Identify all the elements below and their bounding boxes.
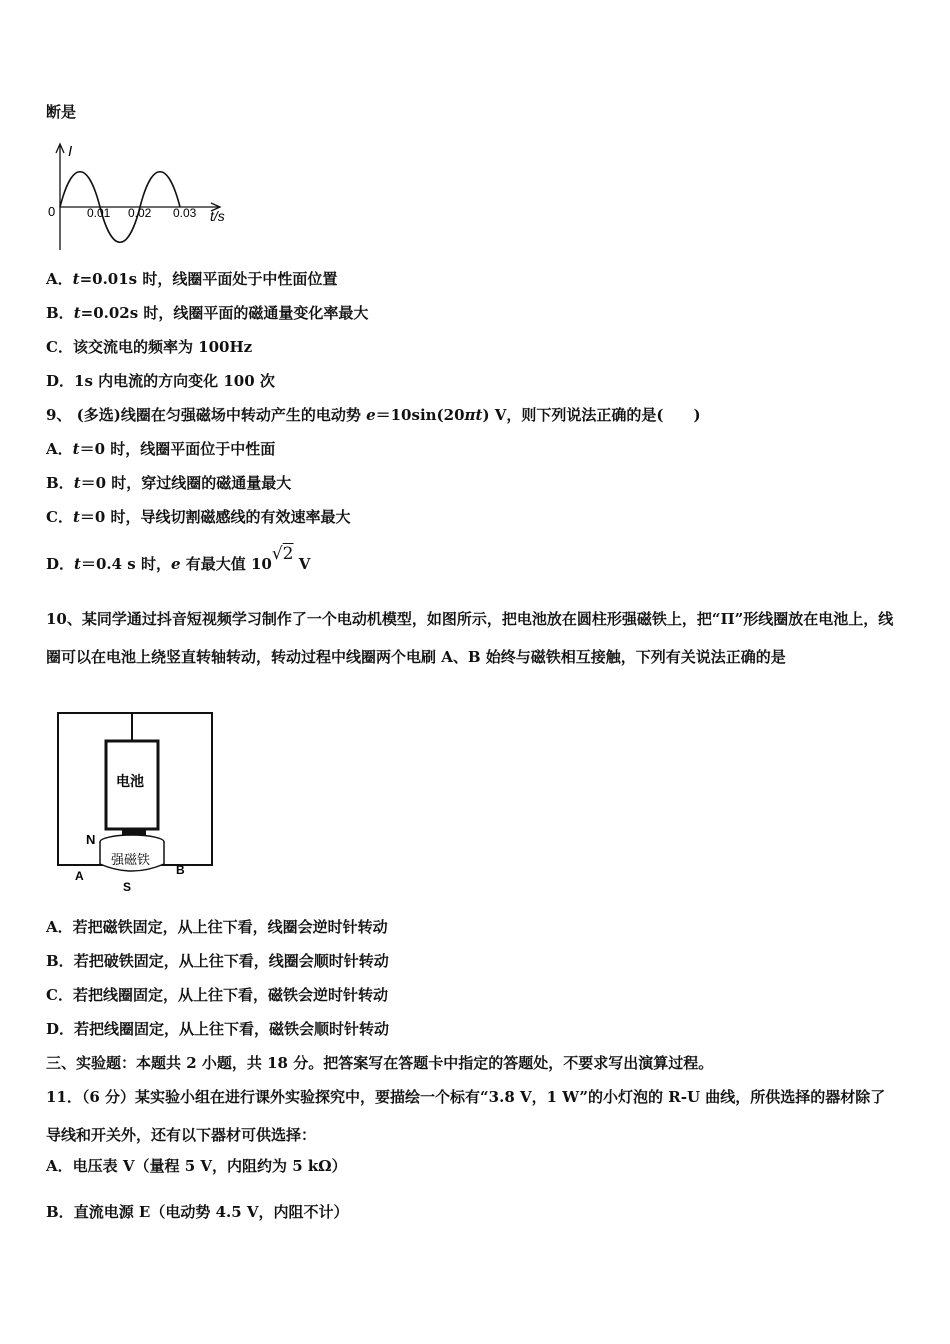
magnet-label: 强磁铁 bbox=[111, 852, 151, 867]
q10-option-b: B．若把破铁固定，从上往下看，线圈会顺时针转动 bbox=[46, 952, 389, 970]
x-tick-3: 0.03 bbox=[173, 206, 197, 220]
origin-label: 0 bbox=[48, 204, 56, 219]
q8-option-c: C．该交流电的频率为 100Hz bbox=[46, 338, 253, 356]
current-time-graph bbox=[40, 140, 240, 255]
brush-a: A bbox=[75, 869, 84, 883]
q9-option-c: C．t＝0 时，导线切割磁感线的有效速率最大 bbox=[46, 508, 351, 526]
pole-n: N bbox=[86, 832, 96, 847]
q10-stem: 10、某同学通过抖音短视频学习制作了一个电动机模型，如图所示，把电池放在圆柱形强磁铁上，把“Π”形线圈放在电池上，线圈可以在电池上绕竖直转轴转动，转动过程中线圈两个电刷 A、B 始终与磁铁相互接触，下列有关说法正确的是 bbox=[46, 610, 894, 666]
q10-option-a: A．若把磁铁固定，从上往下看，线圈会逆时针转动 bbox=[46, 918, 388, 936]
pole-s: S bbox=[123, 880, 132, 893]
intro-tail: 断是 bbox=[46, 103, 77, 121]
q11-option-a: A．电压表 V（量程 5 V，内阻约为 5 kΩ） bbox=[46, 1157, 347, 1175]
q9-option-b: B．t＝0 时，穿过线圈的磁通量最大 bbox=[46, 474, 292, 492]
section-three-heading: 三、实验题：本题共 2 小题，共 18 分。把答案写在答题卡中指定的答题处，不要求写出演算过程。 bbox=[46, 1054, 714, 1072]
x-label: t/s bbox=[210, 208, 225, 224]
q11-option-b: B．直流电源 E（电动势 4.5 V，内阻不计） bbox=[46, 1203, 349, 1221]
x-tick-1: 0.01 bbox=[87, 206, 111, 220]
q10-option-d: D．若把线圈固定，从上往下看，磁铁会顺时针转动 bbox=[46, 1020, 390, 1038]
q11-stem: 11．（6 分）某实验小组在进行课外实验探究中，要描绘一个标有“3.8 V，1 W”的小灯泡的 R-U 曲线，所供选择的器材除了导线和开关外，还有以下器材可供选择： bbox=[46, 1088, 886, 1144]
brush-b: B bbox=[176, 863, 185, 877]
sqrt-symbol: √2 bbox=[271, 544, 294, 564]
q8-option-b: B．t=0.02s 时，线圈平面的磁通量变化率最大 bbox=[46, 304, 369, 322]
q9-option-a: A．t＝0 时，线圈平面位于中性面 bbox=[46, 440, 276, 458]
x-tick-2: 0.02 bbox=[128, 206, 152, 220]
motor-model-figure bbox=[50, 708, 220, 893]
q8-option-a: A．t=0.01s 时，线圈平面处于中性面位置 bbox=[46, 270, 338, 288]
q9-stem: 9、 (多选)线圈在匀强磁场中转动产生的电动势 e＝10sin(20πt) V，则下列说法正确的是( ) bbox=[46, 406, 701, 424]
q10-option-c: C．若把线圈固定，从上往下看，磁铁会逆时针转动 bbox=[46, 986, 388, 1004]
q8-option-d: D．1s 内电流的方向变化 100 次 bbox=[46, 372, 275, 390]
q9-option-d: D．t＝0.4 s 时，e 有最大值 10√2 V bbox=[46, 544, 311, 573]
y-label: I bbox=[68, 143, 73, 160]
battery-label: 电池 bbox=[116, 773, 144, 789]
